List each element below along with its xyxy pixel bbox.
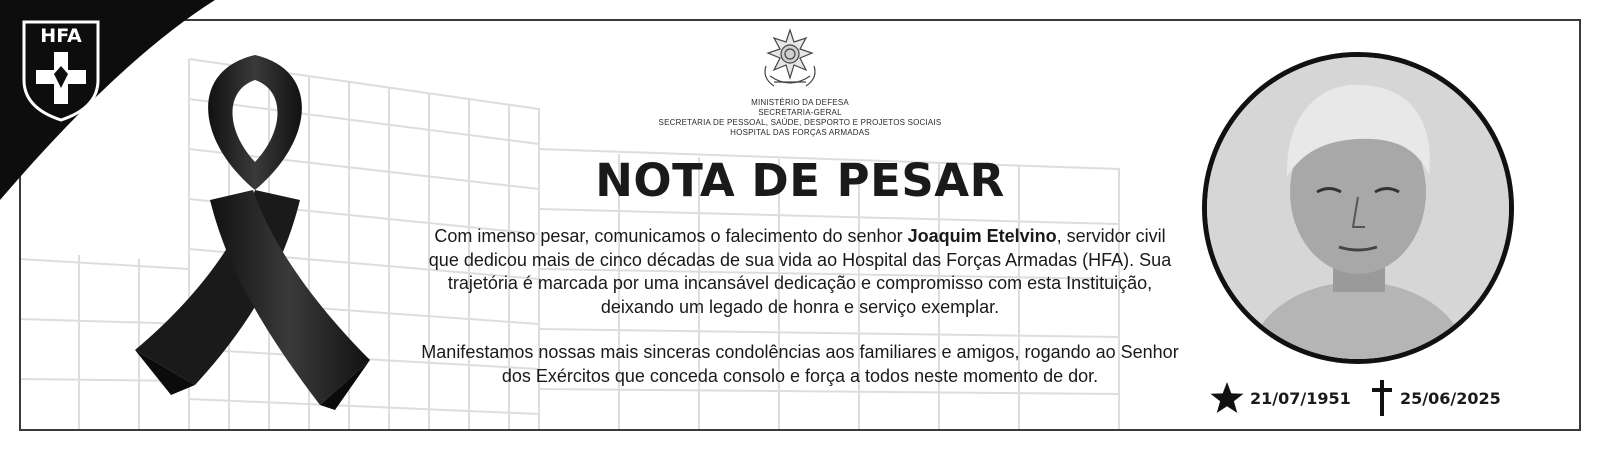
ministry-line: SECRETARIA-GERAL: [758, 108, 842, 117]
birth-date: [1210, 380, 1351, 416]
deceased-photo: [1202, 52, 1514, 364]
message-paragraph-2: Manifestamos nossas mais sinceras condolências aos familiares e amigos, rogando ao Senhor dos Exércitos que conceda consolo e força a todos neste momento de dor.: [421, 342, 1179, 386]
national-coat-of-arms-icon: [760, 28, 820, 94]
deceased-name: Joaquim Etelvino: [907, 226, 1057, 246]
death-date: [1370, 380, 1501, 416]
ministry-line: MINISTÉRIO DA DEFESA: [751, 98, 849, 107]
mourning-ribbon-icon: [135, 50, 375, 420]
ministry-line: SECRETARIA DE PESSOAL, SAÚDE, DESPORTO E PROJETOS SOCIAIS: [658, 118, 942, 127]
birth-date-text: 21/07/1951: [1250, 388, 1351, 408]
message-paragraph-1: [420, 225, 1180, 319]
death-date-text: 25/06/2025: [1400, 388, 1501, 408]
ministry-line: HOSPITAL DAS FORÇAS ARMADAS: [730, 128, 870, 137]
hfa-shield-logo: [20, 18, 102, 123]
message-text: , servidor civil que dedicou mais de cinco décadas de sua vida ao Hospital das Forças Armadas (HFA). Sua trajetória é marcada por uma incansável dedicação e compromisso com esta Instituição, deixando um legado de honra e serviço exemplar.: [428, 226, 1172, 317]
hfa-logo-text: HFA: [40, 25, 82, 47]
cross-icon: [1370, 380, 1394, 416]
ministry-header: [600, 98, 1000, 138]
page-title: NOTA DE PESAR: [595, 154, 1005, 207]
star-icon: [1210, 381, 1244, 415]
portrait-illustration: [1207, 57, 1509, 359]
condolence-message: [420, 225, 1180, 388]
message-text: Com imenso pesar, comunicamos o falecimento do senhor: [434, 226, 908, 246]
